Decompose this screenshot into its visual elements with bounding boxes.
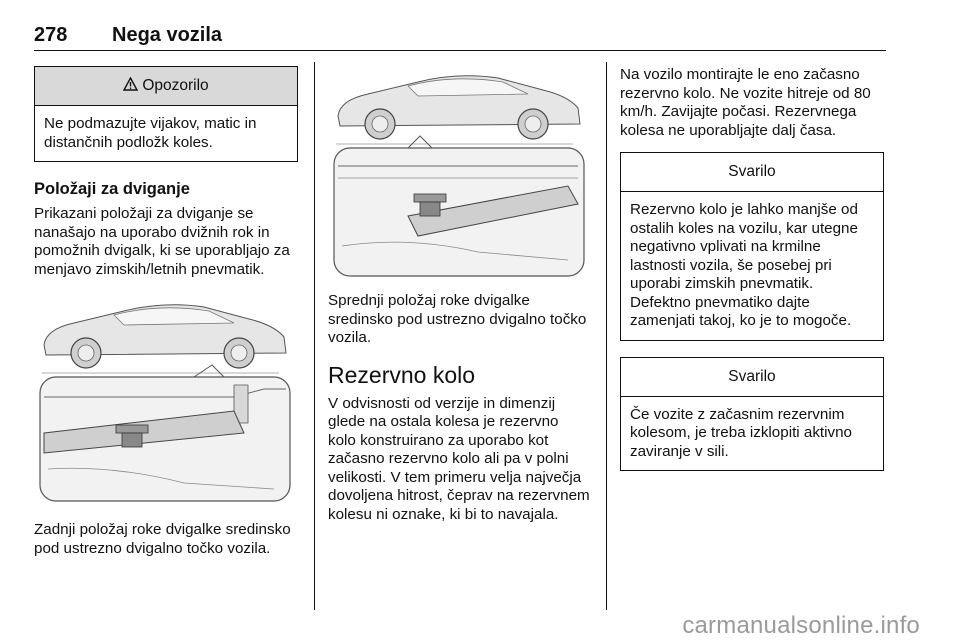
section-heading: Položaji za dviganje bbox=[34, 180, 190, 198]
column-1 bbox=[34, 66, 298, 558]
warning-box bbox=[34, 66, 298, 162]
column-2 bbox=[328, 66, 590, 524]
figure-caption: Zadnji položaj roke dvigalke sredinsko pod ustrezno dvigalno točko vozila. bbox=[34, 521, 291, 557]
page-number: 278 bbox=[34, 24, 68, 46]
notice-box-header bbox=[621, 153, 883, 192]
front-lift-illustration bbox=[328, 66, 590, 280]
watermark: carmanualsonline.info bbox=[682, 612, 920, 639]
warning-box-text: Ne podmazujte vijakov, matic in distančnih podložk koles. bbox=[44, 115, 257, 151]
page-header bbox=[34, 22, 886, 51]
warning-box-header bbox=[35, 67, 297, 106]
front-lift-figure bbox=[328, 66, 590, 280]
rear-lift-illustration bbox=[34, 293, 296, 505]
notice-box-title: Svarilo bbox=[728, 163, 776, 180]
column-3 bbox=[620, 66, 884, 471]
warning-triangle-icon bbox=[123, 77, 138, 95]
notice-box bbox=[620, 152, 884, 341]
notice-box bbox=[620, 357, 884, 472]
column-divider bbox=[606, 62, 607, 610]
body-paragraph: V odvisnosti od verzije in dimenzij glede na ostala kolesa je rezervno kolo konstruirano za uporabo kot začasno rezervno kolo ali pa v polni velikosti. V tem primeru velja največja dovoljena hitrost, čeprav na rezervnem kolesu ni oznake, ki bi to navajala. bbox=[328, 394, 590, 523]
notice-box-text: Če vozite z začasnim rezervnim kolesom, je treba izklopiti aktivno zaviranje v sili. bbox=[630, 405, 853, 460]
rear-lift-figure bbox=[34, 293, 296, 505]
notice-box-title: Svarilo bbox=[728, 367, 776, 385]
notice-box-text: Rezervno kolo je lahko manjše od ostalih koles na vozilu, kar utegne negativno vplivati na krmilne lastnosti vozila, še posebej pri uporabi zimskih pnevmatik. Defektno pnevmatiko dajte zamenjati takoj, ko je to mogoče. bbox=[630, 201, 858, 329]
figure-caption: Sprednji položaj roke dvigalke sredinsko pod ustrezno dvigalno točko vozila. bbox=[328, 292, 587, 346]
section-title: Nega vozila bbox=[112, 24, 223, 46]
section-heading: Rezervno kolo bbox=[328, 361, 476, 388]
column-divider bbox=[314, 62, 315, 610]
notice-box-header bbox=[621, 358, 883, 397]
warning-box-title: Opozorilo bbox=[142, 77, 209, 94]
intro-paragraph: Prikazani položaji za dviganje se nanašajo na uporabo dvižnih rok in pomožnih dvigalk, ki se uporabljajo za menjavo zimskih/letnih pnevmatik. bbox=[34, 205, 290, 278]
intro-paragraph: Na vozilo montirajte le eno začasno rezervno kolo. Ne vozite hitreje od 80 km/h. Zavijajte počasi. Rezervnega kolesa ne uporabljajte dalj časa. bbox=[620, 66, 871, 139]
